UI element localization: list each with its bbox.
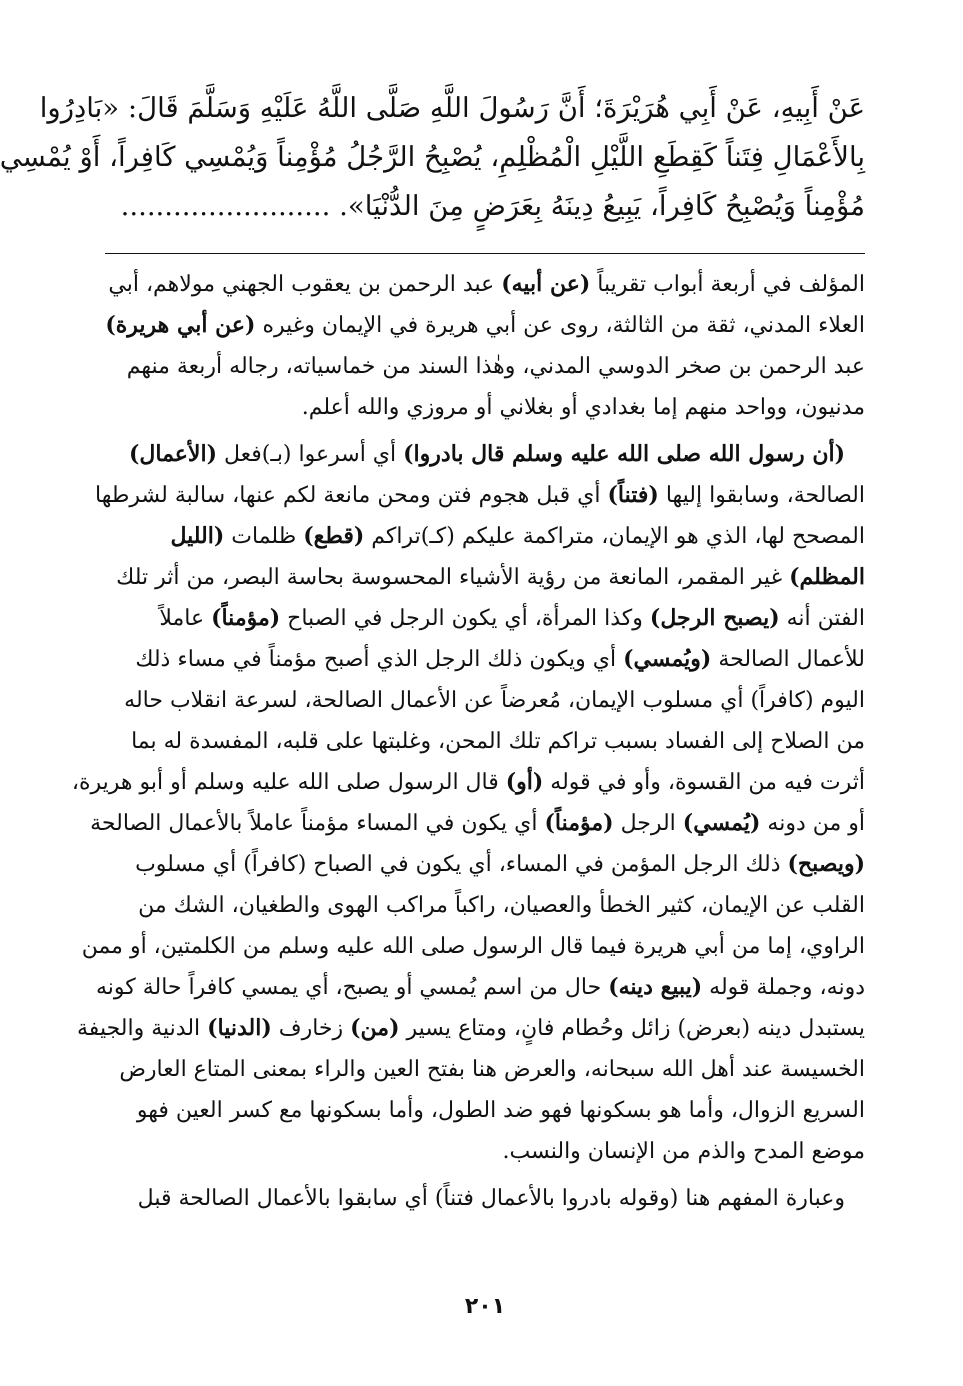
commentary-paragraph-3 <box>105 1178 865 1219</box>
text-run: موضع المدح والذم من الإنسان والنسب. <box>502 1139 865 1164</box>
text-run: دونه، وجملة قوله <box>702 975 865 1000</box>
text-run: الفتن أنه <box>779 606 865 631</box>
lemma: المظلم) <box>789 564 865 590</box>
text-run: أي ويكون ذلك الرجل الذي أصبح مؤمناً في مساء ذلك <box>135 647 624 672</box>
hadith-text <box>0 84 865 231</box>
text-run: وكذا المرأة، أي يكون الرجل في الصباح <box>280 606 650 631</box>
text-run: زخارف <box>271 1016 351 1041</box>
commentary-line <box>90 803 865 844</box>
commentary-line <box>105 557 865 598</box>
text-run: من الصلاح إلى الفساد بسبب تراكم تلك المحن، وغلبتها على قلبه، المفسدة له بما <box>131 729 865 754</box>
lemma: (الليل <box>170 523 225 549</box>
commentary-line <box>105 1090 865 1131</box>
text-run: ذلك الرجل المؤمن في المساء، أي يكون في الصباح <box>306 852 788 877</box>
lemma: (الدنيا) <box>207 1015 272 1041</box>
commentary-line <box>105 1178 865 1219</box>
page-number: ٢٠١ <box>464 1294 506 1319</box>
commentary-line <box>105 844 865 885</box>
commentary-line <box>105 434 865 475</box>
commentary-paragraph-2 <box>71 434 865 1172</box>
text-run: أي قبل هجوم فتن ومحن مانعة لكم عنها، سالبة لشرطها <box>95 483 608 508</box>
lemma: (أو) <box>505 769 544 795</box>
text-run: أي يكون في المساء مؤمناً عاملاً بالأعمال الصالحة <box>90 811 545 836</box>
commentary <box>71 264 865 1219</box>
commentary-line <box>105 1049 865 1090</box>
text-run: (بعرض) <box>677 1016 751 1041</box>
text-run: أو من دونه <box>760 811 865 836</box>
text-run: الصالحة، وسابقوا إليها <box>658 483 865 508</box>
lemma: (ويصبح) <box>787 851 865 877</box>
text-run: أي مسلوب <box>135 852 244 877</box>
text-run: وعبارة المفهم هنا (وقوله بادروا بالأعمال فتناً) أي سابقوا بالأعمال الصالحة قبل <box>137 1186 845 1211</box>
lemma: (الأعمال) <box>128 441 217 467</box>
lemma: (يُمسي) <box>682 810 761 836</box>
text-run: (كافراً) <box>750 688 814 713</box>
commentary-line <box>105 639 865 680</box>
text-run: حال من اسم يُمسي أو يصبح، أي يمسي كافراً حالة كونه <box>95 975 609 1000</box>
text-run: زائل وحُطام فانٍ، ومتاع يسير <box>399 1016 678 1041</box>
commentary-paragraph-1 <box>105 264 865 428</box>
commentary-line <box>71 762 865 803</box>
text-run: أي أسرعوا (بـ)فعل <box>217 442 404 467</box>
commentary-line <box>105 680 865 721</box>
text-run: أي مسلوب الإيمان، مُعرضاً عن الأعمال الصالحة، لسرعة انقلاب حاله <box>124 688 751 713</box>
text-run: أثرت فيه من القسوة، وأو في قوله <box>543 770 865 795</box>
lemma: (مؤمناً) <box>211 605 281 631</box>
text-run: عبد الرحمن بن يعقوب الجهني مولاهم، أبي <box>108 272 502 297</box>
book-page <box>0 84 865 1386</box>
commentary-line <box>105 346 865 387</box>
separator-rule <box>105 253 865 254</box>
text-run: الدنية والجيفة <box>77 1016 208 1041</box>
text-run: العلاء المدني، ثقة من الثالثة، روى عن أبي هريرة في الإيمان وغيره <box>255 313 865 338</box>
text-run: يستبدل دينه <box>750 1016 865 1041</box>
text-run: الخسيسة عند أهل الله سبحانه، والعرض هنا بفتح العين والراء بمعنى المتاع العارض <box>119 1057 865 1082</box>
commentary-line <box>95 475 865 516</box>
commentary-line <box>105 721 865 762</box>
commentary-line <box>105 264 865 305</box>
commentary-line <box>81 926 865 967</box>
hadith-line: عَنْ أَبِيهِ، عَنْ أَبِي هُرَيْرَةَ؛ أَنَّ رَسُولَ اللَّهِ صَلَّى اللَّهُ عَلَيْهِ وَسَلَّمَ قَالَ: «بَادِرُوا <box>39 92 865 124</box>
lemma: (يصبح الرجل) <box>649 605 780 631</box>
text-run: للأعمال الصالحة <box>711 647 865 672</box>
lemma: (فتناً) <box>607 482 659 508</box>
text-run: عاملاً <box>159 606 212 631</box>
text-run: غير المقمر، المانعة من رؤية الأشياء المحسوسة بحاسة البصر، من أثر تلك <box>116 565 790 590</box>
commentary-line <box>105 598 865 639</box>
text-run: المصحح لها، الذي هو الإيمان، متراكمة عليكم (كـ)تراكم <box>364 524 865 549</box>
text-run: اليوم <box>813 688 865 713</box>
lemma: (من) <box>350 1015 400 1041</box>
text-run: مدنيون، وواحد منهم إما بغدادي أو بغلاني أو مروزي والله أعلم. <box>301 395 865 420</box>
commentary-line <box>105 516 865 557</box>
text-run: المؤلف في أربعة أبواب تقريباً <box>590 272 865 297</box>
text-run: الرجل <box>613 811 683 836</box>
commentary-line <box>77 1008 865 1049</box>
hadith-line: مُؤْمِناً وَيُصْبِحُ كَافِراً، يَبِيعُ دِينَهُ بِعَرَضٍ مِنَ الدُّنْيَا». ........................ <box>120 190 865 222</box>
commentary-line <box>105 387 865 428</box>
text-run: ظلمات <box>224 524 304 549</box>
text-run: الراوي، إما من أبي هريرة فيما قال الرسول صلى الله عليه وسلم من الكلمتين، أو ممن <box>81 934 865 959</box>
text-run: القلب عن الإيمان، كثير الخطأ والعصيان، راكباً مراكب الهوى والطغيان، الشك من <box>138 893 865 918</box>
lemma: (قطع) <box>303 523 365 549</box>
text-run: (كافراً) <box>243 852 307 877</box>
lemma: (مؤمناً) <box>544 810 614 836</box>
lemma: (عن أبي هريرة) <box>105 312 256 338</box>
commentary-line <box>95 967 865 1008</box>
text-run: السريع الزوال، وأما هو بسكونها فهو ضد الطول، وأما بسكونها مع كسر العين فهو <box>136 1098 865 1123</box>
text-run: عبد الرحمن بن صخر الدوسي المدني، وهٰذا السند من خماسياته، رجاله أربعة منهم <box>126 354 865 379</box>
commentary-line <box>105 885 865 926</box>
commentary-line <box>105 305 865 346</box>
lemma: (عن أبيه) <box>501 271 591 297</box>
lemma: (يبيع دينه) <box>608 974 703 1000</box>
text-run: قال الرسول صلى الله عليه وسلم أو أبو هريرة، <box>71 770 506 795</box>
commentary-line <box>105 1131 865 1172</box>
hadith-line: بِالأَعْمَالِ فِتَناً كَقِطَعِ اللَّيْلِ الْمُظْلِمِ، يُصْبِحُ الرَّجُلُ مُؤْمِناً وَيُمْسِي كَافِراً، أَوْ يُمْسِي <box>0 141 865 173</box>
lemma: (أن رسول الله صلى الله عليه وسلم قال بادروا) <box>403 441 845 467</box>
lemma: (ويُمسي) <box>623 646 712 672</box>
